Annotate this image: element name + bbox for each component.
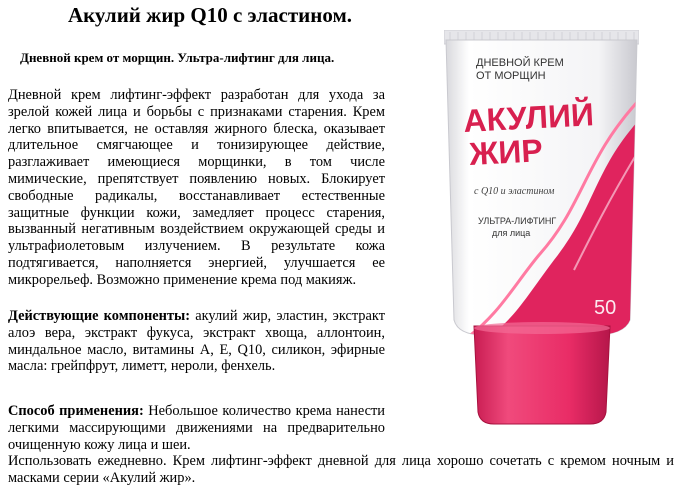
product-description: Дневной крем лифтинг-эффект разработан для ухода за зрелой кожей лица и борьбы с признаками старения. Крем легко впитывается, не оставляя жирного блеска, оказывает длительное смягчающее и тонизирующее действие, разглаживает имеющиеся морщинки, в том числе мимические, препятствует появлению новых. Блокирует свободные радикалы, восстанавливает естественные защитные функции кожи, замедляет процесс старения, вызванный негативным воздействием окружающей среды и ультрафиолетовым излучением. В результате кожа подтягивается, наполняется энергией, улучшается ее микрорельеф. Возможно применение крема под макияж. (8, 87, 385, 288)
page-subtitle: Дневной крем от морщин. Ультра-лифтинг для лица. (20, 50, 335, 65)
usage-tail-text: Использовать ежедневно. Крем лифтинг-эффект дневной для лица хорошо сочетать с кремом ночным и масками серии «Акулий жир». (8, 453, 674, 486)
usage-text: Небольшое количество крема нанести легкими массирующими движениями на предварительно очищенную кожу лица и шеи. (8, 403, 385, 453)
ingredients-paragraph (8, 308, 385, 375)
tube-brand-line1: АКУЛИЙ (462, 96, 595, 139)
ingredients-text: акулий жир, эластин, экстракт алоэ вера, экстракт фукуса, экстракт хвоща, аллонтоин, миндальное масло, витамины А, Е, Q10, силикон, эфирные масла: грейпфрут, лиметт, нероли, фенхель. (8, 308, 385, 375)
page-title: Акулий жир Q10 с эластином. (67, 3, 353, 27)
product-tube-image (444, 30, 639, 425)
tube-label-line1: ДНЕВНОЙ КРЕМ (476, 57, 564, 69)
tube-effect-line1: УЛЬТРА-ЛИФТИНГ (478, 216, 557, 226)
tube-label-line2: ОТ МОРЩИН (476, 70, 546, 82)
tube-effect-line2: для лица (492, 228, 531, 238)
tube-brand-line2: ЖИР (468, 132, 544, 172)
tube-sub-label: с Q10 и эластином (474, 186, 555, 197)
usage-paragraph (8, 403, 385, 453)
usage-label: Способ применения: (8, 403, 144, 419)
tube-volume: 50 (594, 297, 617, 319)
ingredients-label: Действующие компоненты: (8, 308, 191, 324)
